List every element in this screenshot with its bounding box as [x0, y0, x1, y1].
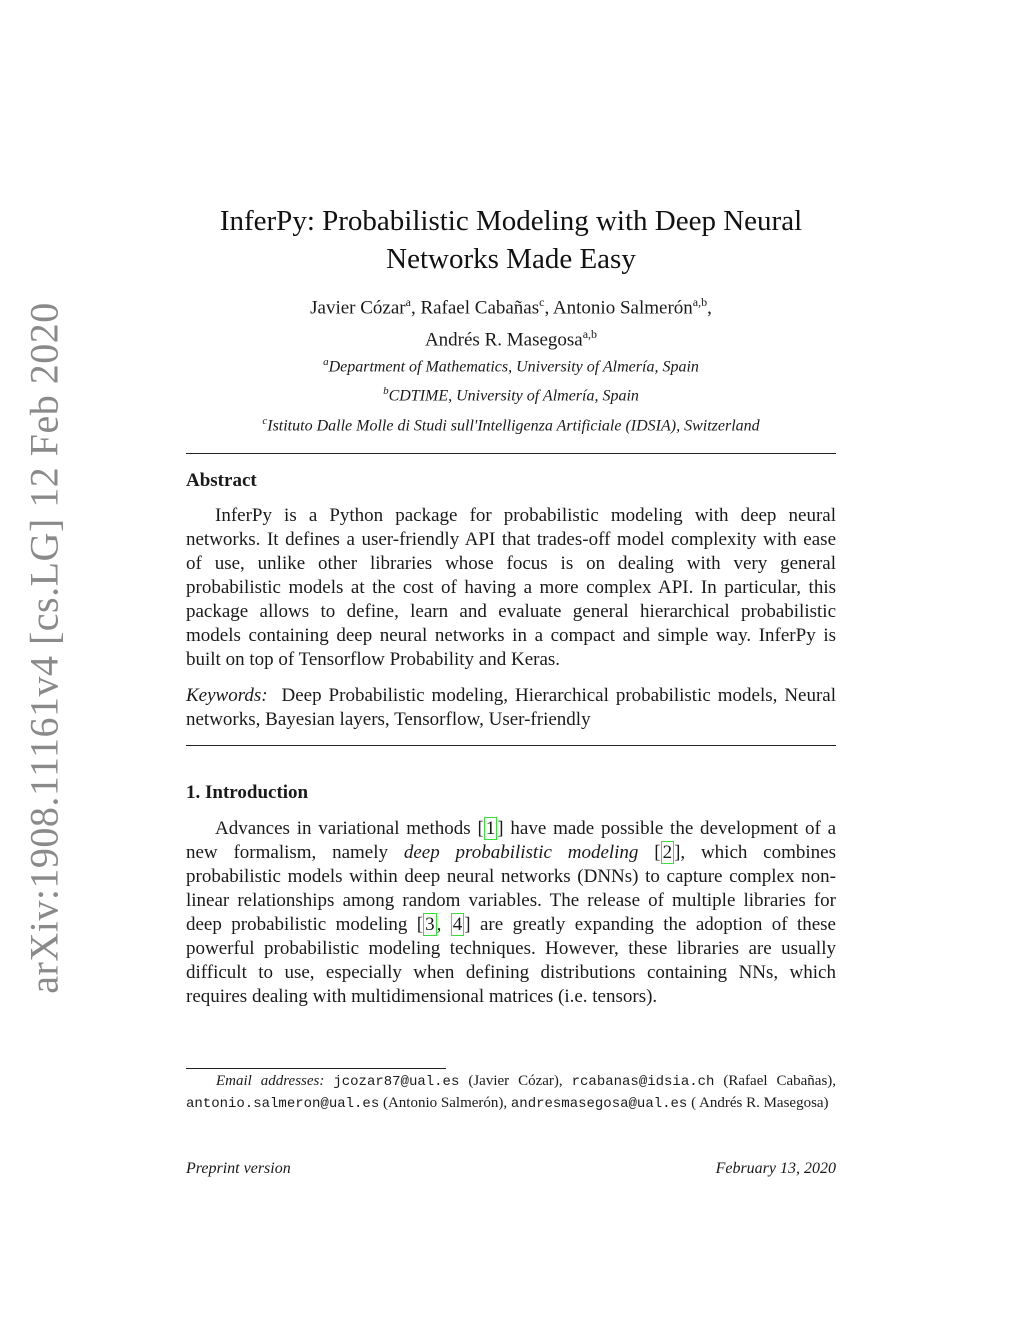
affiliation [186, 385, 836, 405]
preprint-label: Preprint version [186, 1160, 291, 1177]
preprint-date: February 13, 2020 [715, 1160, 836, 1177]
introduction-heading: 1. Introduction [186, 782, 309, 803]
introduction-text: Advances in variational methods [ 1 ] have made possible the development of a new formalism, namely deep probabilistic modeling [ 2 ], which combines probabilistic models within deep neural networks (DNNs) to capture complex non-linear relationships among random variables. The release of multiple libraries for deep probabilistic modeling [ 3 , 4 ] are greatly expanding the adoption of these powerful probabilistic modeling techniques. However, these libraries are usually difficult to use, especially when defining distributions containing NNs, which requires dealing with multidimensional matrices (i.e. tensors). [186, 818, 837, 1007]
author-name: Javier Cózar [310, 297, 406, 319]
email-link[interactable]: antonio.salmeron@ual.es [186, 1096, 380, 1112]
divider [186, 453, 836, 454]
intro-text-segment: have made possible the development of a new formalism, namely [186, 818, 837, 863]
page-footer [186, 1160, 836, 1178]
author-name: Andrés R. Masegosa [424, 329, 583, 351]
author-sup: a,b [582, 327, 598, 342]
email-owner: ( Andrés R. Masegosa) [691, 1095, 829, 1111]
email-owner: (Antonio Salmerón), [382, 1095, 508, 1111]
intro-text-segment: Advances in variational methods [215, 818, 471, 839]
affiliation-text: Istituto Dalle Molle di Studi sull'Intelligenza Artificiale (IDSIA), Switzerland [267, 417, 760, 435]
citation-link[interactable]: 2 [662, 842, 673, 863]
abstract-heading: Abstract [186, 470, 257, 491]
authors-line-2 [186, 321, 836, 353]
intro-text-segment: , which combines probabilistic models within deep neural networks (DNNs) to capture complex non-linear relationships among random variables. The release of multiple libraries for deep probabilistic modeling [186, 842, 837, 935]
email-owner: (Javier Cózar), [468, 1073, 563, 1089]
email-link[interactable]: andresmasegosa@ual.es [510, 1096, 688, 1112]
intro-text-segment: are greatly expanding the adoption of these powerful probabilistic modeling techniques. However, these libraries are usually difficult to use, especially when defining distributions containing NNs, which requires dealing with multidimensional matrices (i.e. tensors). [186, 914, 836, 1007]
title-line-2: Networks Made Easy [386, 243, 636, 275]
email-owner: (Rafael Cabañas), [723, 1073, 837, 1089]
author-sup: c [539, 295, 545, 309]
author-sup: a [405, 295, 411, 309]
citation-link[interactable]: 1 [485, 818, 496, 839]
affiliation-text: Department of Mathematics, University of Almería, Spain [328, 358, 699, 376]
citation-link[interactable]: 4 [452, 914, 463, 935]
affiliation-text: CDTIME, University of Almería, Spain [388, 387, 639, 405]
author-name: Rafael Cabañas [420, 297, 540, 319]
affiliation [186, 356, 836, 376]
author-name: Antonio Salmerón [552, 297, 693, 319]
intro-emphasis: deep probabilistic modeling [403, 842, 639, 863]
affiliation-sup: c [262, 415, 268, 427]
keywords-text: Deep Probabilistic modeling, Hierarchical probabilistic models, Neural networks, Bayesian layers, Tensorflow, User-friendly [186, 685, 837, 730]
author-sup: a,b [692, 295, 708, 309]
keywords [186, 684, 836, 732]
paper-title [186, 202, 836, 278]
footnote-rule [186, 1068, 446, 1069]
affiliation [186, 415, 836, 435]
authors-line-1: Javier Cózar$^a$, Rafael Cabañas$^c$, Antonio Salmerón$^{a,b}$, [310, 295, 712, 319]
citation-link[interactable]: 3 [425, 914, 435, 935]
affiliation-sup: a [323, 356, 329, 368]
title-line-1: InferPy: Probabilistic Modeling with Deep Neural [219, 205, 803, 237]
arxiv-side-stamp: arXiv:1908.11161v4 [cs.LG] 12 Feb 2020 [21, 302, 67, 994]
affiliation-sup: b [383, 385, 389, 397]
divider [186, 745, 836, 746]
author-list [186, 289, 836, 354]
email-link[interactable]: rcabanas@idsia.ch [571, 1074, 715, 1090]
footnote-label: Email addresses: [216, 1073, 325, 1089]
email-footnote [186, 1071, 836, 1115]
keywords-label: Keywords: [186, 685, 268, 706]
abstract-text: InferPy is a Python package for probabilistic modeling with deep neural networks. It defines a user-friendly API that trades-off model complexity with ease of use, unlike other libraries whose focus is on dealing with very general probabilistic models at the cost of having a more complex API. In particular, this package allows to define, learn and evaluate general hierarchical probabilistic models containing deep neural networks in a compact and simple way. InferPy is built on top of Tensorflow Probability and Keras. [186, 505, 836, 670]
email-link[interactable]: jcozar87@ual.es [333, 1074, 460, 1090]
